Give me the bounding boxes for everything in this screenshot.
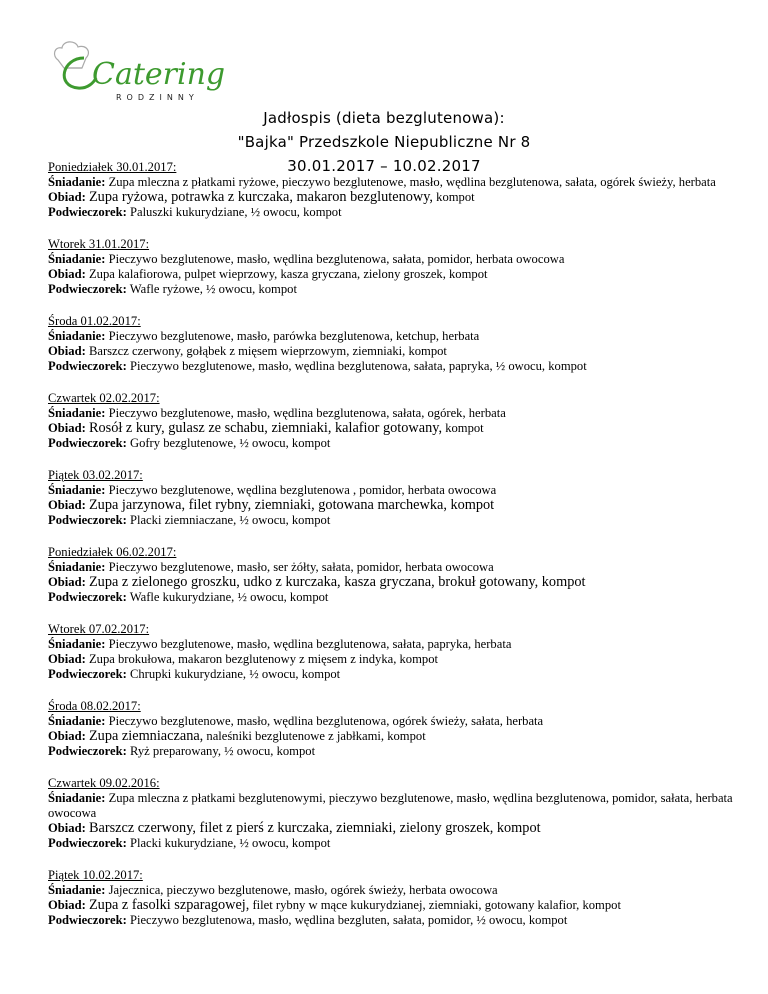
day-date: Piątek 10.02.2017: bbox=[48, 868, 143, 882]
menu-days bbox=[48, 160, 748, 945]
snack-line: Podwieczorek: Wafle kukurydziane, ½ owocu, kompot bbox=[48, 590, 329, 604]
snack-line: Podwieczorek: Gofry bezglutenowe, ½ owocu, kompot bbox=[48, 436, 331, 450]
breakfast-line: Śniadanie: Jajecznica, pieczywo bezglutenowe, masło, ogórek świeży, herbata owocowa bbox=[48, 883, 498, 897]
lunch-line: Obiad: Zupa z zielonego groszku, udko z kurczaka, kasza gryczana, brokuł gotowany, kompot bbox=[48, 574, 586, 590]
snack-line: Podwieczorek: Pieczywo bezglutenowe, masło, wędlina bezglutenowa, sałata, papryka, ½ owocu, kompot bbox=[48, 359, 587, 373]
day-date: Czwartek 02.02.2017: bbox=[48, 391, 160, 405]
breakfast-line: Śniadanie: Pieczywo bezglutenowe, wędlina bezglutenowa , pomidor, herbata owocowa bbox=[48, 483, 497, 497]
day-date: Poniedziałek 06.02.2017: bbox=[48, 545, 177, 559]
day-block bbox=[48, 868, 748, 928]
day-block bbox=[48, 160, 748, 220]
snack-line: Podwieczorek: Placki ziemniaczane, ½ owocu, kompot bbox=[48, 513, 331, 527]
day-date: Wtorek 07.02.2017: bbox=[48, 622, 150, 636]
snack-line: Podwieczorek: Wafle ryżowe, ½ owocu, kompot bbox=[48, 282, 297, 296]
date-range: 30.01.2017 – 10.02.2017 bbox=[287, 157, 481, 175]
day-block bbox=[48, 622, 748, 682]
breakfast-line: Śniadanie: Pieczywo bezglutenowe, masło, wędlina bezglutenowa, ogórek świeży, sałata, herbata bbox=[48, 714, 544, 728]
day-date: Poniedziałek 30.01.2017: bbox=[48, 160, 177, 174]
day-block bbox=[48, 237, 748, 297]
day-date: Piątek 03.02.2017: bbox=[48, 468, 143, 482]
day-date: Środa 01.02.2017: bbox=[48, 314, 141, 328]
snack-line: Podwieczorek: Chrupki kukurydziane, ½ owocu, kompot bbox=[48, 667, 341, 681]
snack-line: Podwieczorek: Paluszki kukurydziane, ½ owocu, kompot bbox=[48, 205, 342, 219]
lunch-line: Obiad: Barszcz czerwony, gołąbek z mięsem wieprzowym, ziemniaki, kompot bbox=[48, 344, 447, 358]
kindergarten-name: "Bajka" Przedszkole Niepubliczne Nr 8 bbox=[237, 133, 531, 151]
breakfast-line: Śniadanie: Zupa mleczna z płatkami bezglutenowymi, pieczywo bezglutenowe, masło, wędlina bezglutenowa, pomidor, sałata, herbata owocowa bbox=[48, 791, 733, 820]
menu-title: Jadłospis (dieta bezglutenowa): bbox=[263, 109, 505, 127]
snack-line: Podwieczorek: Pieczywo bezglutenowa, masło, wędlina bezgluten, sałata, pomidor, ½ owocu, kompot bbox=[48, 913, 568, 927]
lunch-line: Obiad: Zupa z fasolki szparagowej, filet rybny w mące kukurydzianej, ziemniaki, gotowany kalafior, kompot bbox=[48, 897, 621, 913]
day-date: Środa 08.02.2017: bbox=[48, 699, 141, 713]
day-block bbox=[48, 699, 748, 759]
day-date: Wtorek 31.01.2017: bbox=[48, 237, 150, 251]
day-block bbox=[48, 776, 748, 851]
breakfast-line: Śniadanie: Zupa mleczna z płatkami ryżowe, pieczywo bezglutenowe, masło, wędlina bezglutenowa, sałata, ogórek świeży, herbata bbox=[48, 175, 716, 189]
breakfast-line: Śniadanie: Pieczywo bezglutenowe, masło, parówka bezglutenowa, ketchup, herbata bbox=[48, 329, 480, 343]
day-block bbox=[48, 314, 748, 374]
lunch-line: Obiad: Zupa kalafiorowa, pulpet wieprzowy, kasza gryczana, zielony groszek, kompot bbox=[48, 267, 488, 281]
lunch-line: Obiad: Zupa brokułowa, makaron bezglutenowy z mięsem z indyka, kompot bbox=[48, 652, 438, 666]
breakfast-line: Śniadanie: Pieczywo bezglutenowe, masło, wędlina bezglutenowa, sałata, ogórek, herbata bbox=[48, 406, 506, 420]
breakfast-line: Śniadanie: Pieczywo bezglutenowe, masło, ser żółty, sałata, pomidor, herbata owocowa bbox=[48, 560, 494, 574]
breakfast-line: Śniadanie: Pieczywo bezglutenowe, masło, wędlina bezglutenowa, sałata, papryka, herbata bbox=[48, 637, 512, 651]
logo-text: Catering bbox=[92, 57, 226, 92]
day-block bbox=[48, 468, 748, 528]
breakfast-line: Śniadanie: Pieczywo bezglutenowe, masło, wędlina bezglutenowa, sałata, pomidor, herbata owocowa bbox=[48, 252, 565, 266]
snack-line: Podwieczorek: Ryż preparowany, ½ owocu, kompot bbox=[48, 744, 316, 758]
lunch-line: Obiad: Barszcz czerwony, filet z pierś z kurczaka, ziemniaki, zielony groszek, kompot bbox=[48, 820, 541, 836]
snack-line: Podwieczorek: Placki kukurydziane, ½ owocu, kompot bbox=[48, 836, 331, 850]
lunch-line: Obiad: Zupa jarzynowa, filet rybny, ziemniaki, gotowana marchewka, kompot bbox=[48, 497, 495, 513]
catering-logo bbox=[48, 38, 238, 108]
logo-subtext: RODZINNY bbox=[116, 93, 199, 102]
day-block bbox=[48, 391, 748, 451]
lunch-line: Obiad: Zupa ziemniaczana, naleśniki bezglutenowe z jabłkami, kompot bbox=[48, 728, 426, 744]
lunch-line: Obiad: Zupa ryżowa, potrawka z kurczaka, makaron bezglutenowy, kompot bbox=[48, 189, 475, 205]
day-date: Czwartek 09.02.2016: bbox=[48, 776, 160, 790]
lunch-line: Obiad: Rosół z kury, gulasz ze schabu, ziemniaki, kalafior gotowany, kompot bbox=[48, 420, 484, 436]
day-block bbox=[48, 545, 748, 605]
